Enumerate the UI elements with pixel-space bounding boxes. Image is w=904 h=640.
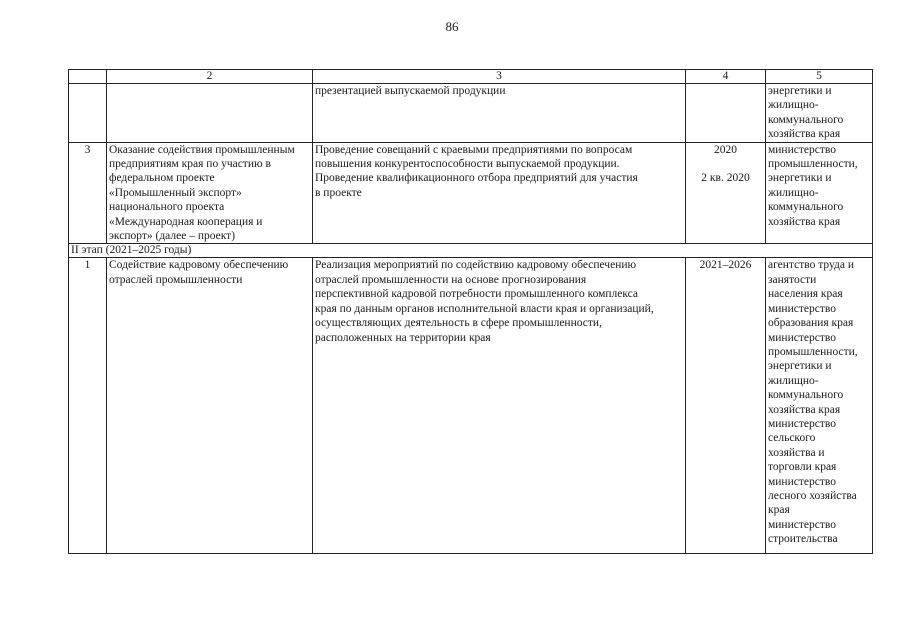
executor-line: агентство труда и [768,259,854,272]
executor-line: жилищно- [768,374,819,387]
header-cell-5: 5 [766,70,873,84]
executor-line: министерство [768,417,836,430]
cell-executors [766,142,873,244]
name-line: предприятиям края по участию в [109,158,271,171]
executor-line: энергетики и [768,360,832,373]
name-line: Оказание содействия промышленным [109,143,295,156]
name-line: экспорт» (далее – проект) [109,230,236,243]
executor-line: энергетики и [768,172,832,185]
executor-line: края [768,504,790,517]
cell-num: 1 [69,258,107,554]
executor-line: торговли края [768,461,837,474]
date-line: 2 кв. 2020 [701,172,750,185]
measure-line: отраслей промышленности на основе прогнозирования [315,273,587,286]
date-line: 2020 [714,143,737,156]
measure-line: Реализация мероприятий по содействию кадровому обеспечению [315,259,637,272]
cell-measures [313,142,686,244]
cell-measures: презентацией выпускаемой продукции [313,84,686,143]
measure-line: осуществляющих деятельность в сфере промышленности, [315,317,602,330]
stage-row [69,244,873,258]
executor-line: министерство [768,143,836,156]
cell-executors [766,258,873,554]
stage-title: II этап (2021–2025 годы) [69,244,873,258]
name-line: «Международная кооперация и [109,215,263,228]
measure-line: расположенных на территории края [315,331,491,344]
executor-line: лесного хозяйства [768,489,857,502]
table-row-3 [69,142,873,244]
cell-name [107,142,313,244]
header-cell-4: 4 [686,70,766,84]
header-cell-1 [69,70,107,84]
executor-line: сельского [768,432,816,445]
cell-name [107,84,313,143]
executor-line: образования края [768,317,854,330]
executor-line: министерство [768,302,836,315]
executor-line: жилищно- [768,99,819,112]
executor-line: министерство [768,331,836,344]
header-cell-2: 2 [107,70,313,84]
name-line: национального проекта [109,201,225,214]
executor-line: жилищно- [768,186,819,199]
executor-line: энергетики и [768,85,832,97]
executor-line: хозяйства края [768,403,841,416]
executor-line: промышленности, [768,345,858,358]
executor-line: министерство [768,518,836,531]
executor-line: коммунального [768,113,844,126]
measure-line: повышения конкурентоспособности выпускаемой продукции. [315,158,620,171]
executor-line: хозяйства края [768,215,841,228]
executor-line: хозяйства и [768,446,825,459]
executor-line: строительства [768,533,838,546]
cell-dates [686,142,766,244]
table-row-1 [69,258,873,554]
name-line: «Промышленный экспорт» [109,186,242,199]
measure-line: Проведение квалификационного отбора предприятий для участия [315,172,638,185]
name-line: отраслей промышленности [109,273,243,286]
name-line: Содействие кадровому обеспечению [109,259,289,272]
measure-line: в проекте [315,186,362,199]
executor-line: министерство [768,475,836,488]
cell-dates [686,84,766,143]
measure-line: края по данным органов исполнительной власти края и организаций, [315,302,654,315]
measures-table [68,69,873,554]
cell-num: 3 [69,142,107,244]
cell-executors [766,84,873,143]
cell-dates: 2021–2026 [686,258,766,554]
table-row-continuation [69,84,873,143]
cell-num [69,84,107,143]
cell-measures [313,258,686,554]
executor-line: коммунального [768,389,844,402]
measure-line: перспективной кадровой потребности промышленного комплекса [315,288,639,301]
name-line: федеральном проекте [109,172,215,185]
executor-line: коммунального [768,201,844,214]
header-cell-3: 3 [313,70,686,84]
executor-line: промышленности, [768,158,858,171]
measure-line: Проведение совещаний с краевыми предприятиями по вопросам [315,143,633,156]
executor-line: хозяйства края [768,128,841,141]
table-header-row [69,70,873,84]
cell-name [107,258,313,554]
executor-line: занятости [768,273,817,286]
page-number: 86 [445,19,459,34]
date-gap [688,157,763,171]
executor-line: населения края [768,288,843,301]
